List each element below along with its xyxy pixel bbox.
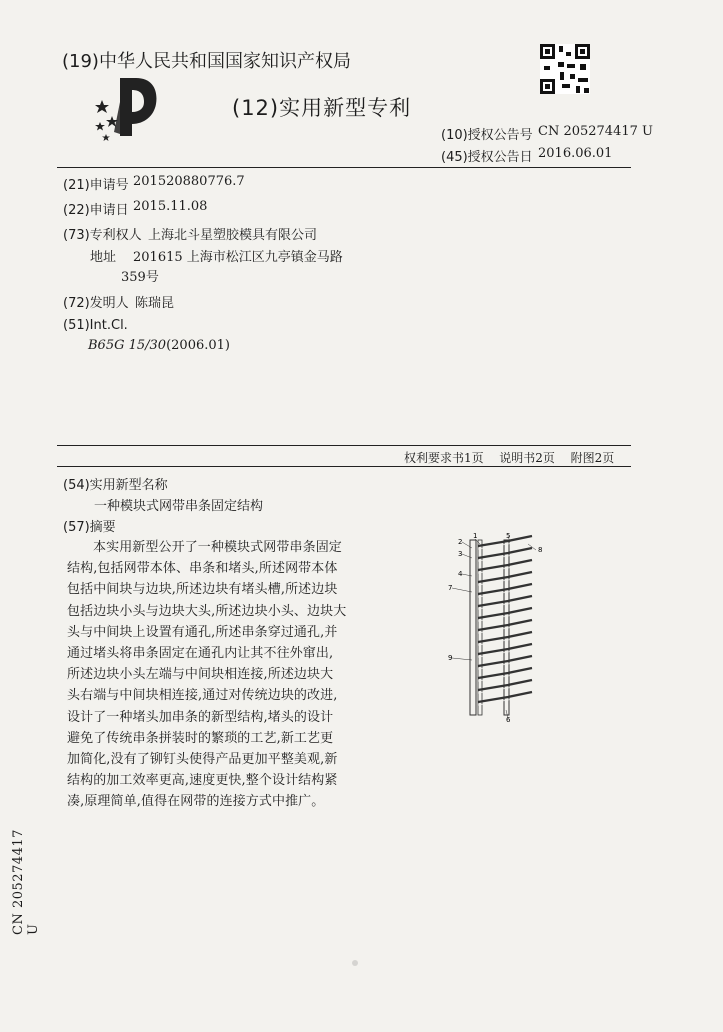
abstract-line: 本实用新型公开了一种模块式网带串条固定 bbox=[93, 540, 342, 555]
office-name: (19)中华人民共和国国家知识产权局 bbox=[62, 51, 351, 72]
abstract-line: 包括中间块与边块,所述边块有堵头槽,所述边块 bbox=[67, 582, 338, 598]
patentee: 上海北斗星塑胶模具有限公司 bbox=[148, 228, 318, 243]
leader-line bbox=[452, 588, 472, 592]
ipc-classification: B65G 15/30 bbox=[88, 338, 167, 353]
ipc-version: (2006.01) bbox=[166, 338, 230, 353]
biblio-divider-bottom bbox=[57, 466, 631, 467]
utility-model-title: 一种模块式网带串条固定结构 bbox=[94, 499, 264, 514]
figure-label-3: 3 bbox=[458, 550, 463, 558]
figure-label-9: 9 bbox=[448, 654, 453, 662]
claims-pages: 权利要求书1页 bbox=[404, 451, 484, 465]
header-divider bbox=[57, 167, 631, 168]
figure-label-1: 1 bbox=[473, 532, 478, 540]
abstract-line: 头右端与中间块相连接,通过对传统边块的改进, bbox=[67, 688, 338, 704]
address-line-1: 201615 上海市松江区九亭镇金马路 bbox=[133, 250, 343, 265]
filing-date: 2015.11.08 bbox=[133, 199, 208, 214]
ipc-code bbox=[88, 338, 230, 353]
description-pages: 说明书2页 bbox=[499, 451, 555, 465]
drawing-pages: 附图2页 bbox=[570, 451, 615, 465]
abstract-line: 包括边块小头与边块大头,所述边块小头、边块大 bbox=[67, 603, 347, 619]
figure-label-2: 2 bbox=[458, 538, 463, 546]
page-marker bbox=[352, 960, 358, 966]
figure-label-8: 8 bbox=[538, 546, 543, 554]
inventor-label: (72)发明人 bbox=[63, 296, 129, 311]
abstract-line: 通过堵头将串条固定在通孔内让其不往外窜出, bbox=[67, 646, 334, 662]
utility-model-title-label: (54)实用新型名称 bbox=[63, 478, 168, 493]
application-number: 201520880776.7 bbox=[133, 174, 245, 189]
abstract-label: (57)摘要 bbox=[63, 520, 116, 535]
figure-label-5: 5 bbox=[506, 532, 511, 540]
abstract-line: 头与中间块上设置有通孔,所述串条穿过通孔,并 bbox=[67, 624, 338, 640]
leader-line bbox=[452, 658, 472, 660]
publication-date: 2016.06.01 bbox=[538, 146, 613, 161]
publication-number-label: (10)授权公告号 bbox=[441, 128, 533, 143]
publication-number: CN 205274417 U bbox=[538, 124, 653, 139]
ipc-label: (51)Int.Cl. bbox=[63, 318, 128, 333]
publication-date-label: (45)授权公告日 bbox=[441, 150, 533, 165]
figure-label-6: 6 bbox=[506, 716, 511, 724]
page-count-info bbox=[404, 449, 614, 466]
application-number-label: (21)申请号 bbox=[63, 178, 129, 193]
sipo-logo bbox=[92, 72, 162, 144]
abstract-line: 凑,原理简单,值得在网带的连接方式中推广。 bbox=[67, 794, 325, 810]
left-rail bbox=[470, 540, 476, 715]
abstract-line: 所述边块小头左端与中间块相连接,所述边块大 bbox=[67, 667, 334, 683]
biblio-divider-top bbox=[57, 445, 631, 446]
abstract-line: 结构,包括网带本体、串条和堵头,所述网带本体 bbox=[67, 561, 338, 577]
abstract-line: 加简化,没有了铆钉头使得产品更加平整美观,新 bbox=[67, 752, 338, 768]
abstract-text bbox=[67, 537, 367, 813]
abstract-line: 避免了传统串条拼装时的繁琐的工艺,新工艺更 bbox=[67, 730, 334, 746]
figure-label-7: 7 bbox=[448, 584, 453, 592]
patentee-label: (73)专利权人 bbox=[63, 228, 142, 243]
abstract-line: 设计了一种堵头加串条的新型结构,堵头的设计 bbox=[67, 709, 334, 725]
bleed-through-text bbox=[300, 22, 312, 37]
filing-date-label: (22)申请日 bbox=[63, 203, 129, 218]
mesh-belt-drawing bbox=[452, 536, 536, 718]
abstract-figure bbox=[448, 530, 548, 725]
document-type: (12)实用新型专利 bbox=[232, 96, 412, 120]
address-label: 地址 bbox=[90, 250, 117, 265]
inventor: 陈瑞昆 bbox=[135, 296, 175, 311]
abstract-line: 结构的加工效率更高,速度更快,整个设计结构紧 bbox=[67, 773, 338, 789]
figure-label-4: 4 bbox=[458, 570, 463, 578]
address-line-2: 359号 bbox=[121, 270, 159, 285]
qr-code-icon bbox=[540, 44, 590, 94]
side-publication-number: CN 205274417 U bbox=[11, 829, 41, 935]
